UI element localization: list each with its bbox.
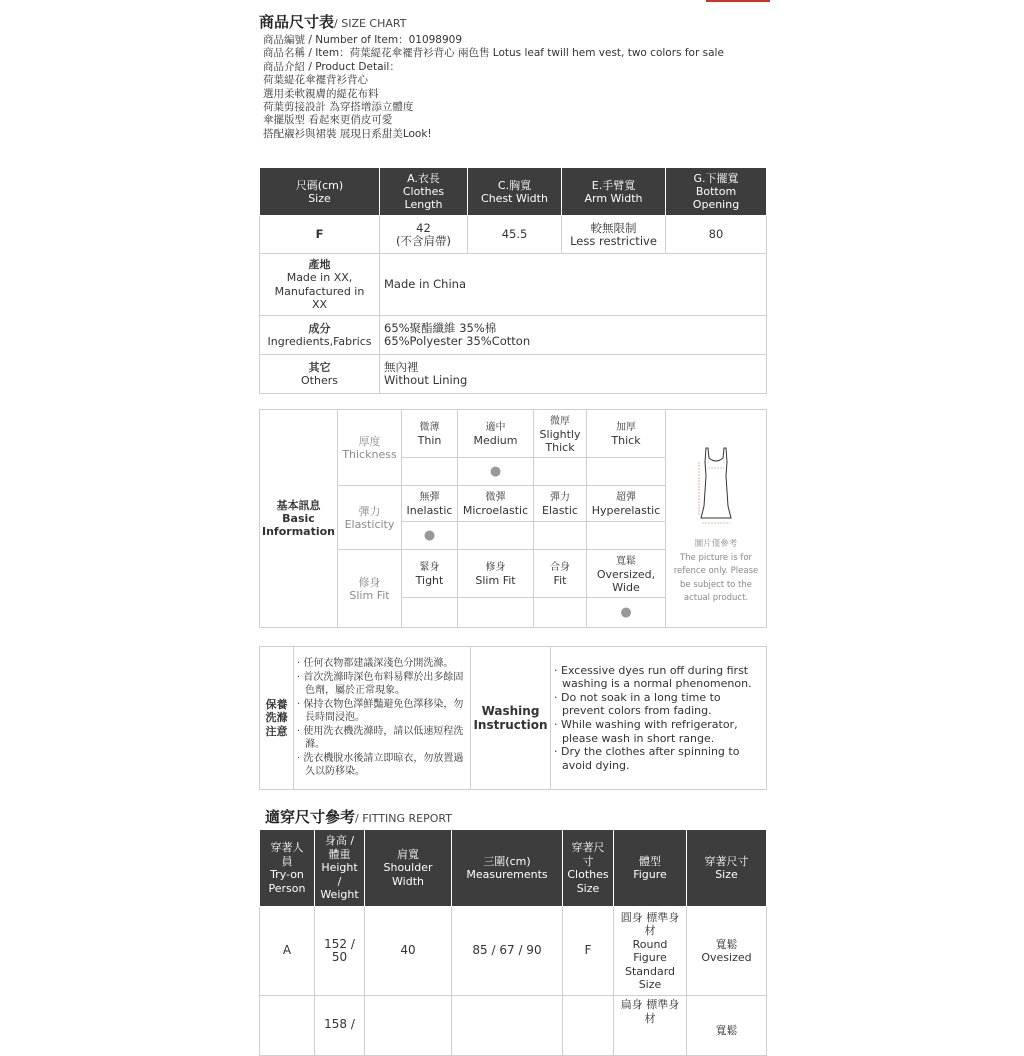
product-detail-line: 選用柔軟親膚的緹花布料 [263, 87, 379, 100]
product-detail-label: 商品介紹 / Product Detail： [263, 60, 400, 73]
figure-value: 圓身 標準身 材 Round Figure Standard Size [614, 907, 687, 996]
header-clothes-size: 穿著尺 寸 Clothes Size [563, 830, 614, 907]
shoulder-value [365, 996, 452, 1056]
selected-dot: ● [402, 522, 458, 550]
fabric-value: 65%聚酯纖維 35%棉 65%Polyester 35%Cotton [380, 316, 767, 355]
fitting-header [260, 830, 767, 907]
elasticity-option: 無彈 Inelastic [402, 486, 458, 522]
size-table-header [260, 168, 767, 216]
washing-note: · 洗衣機脫水後請立即晾衣，勿放置過久以防移染。 [297, 752, 464, 778]
size-row [260, 216, 767, 254]
fitting-title-en: / FITTING REPORT [355, 812, 452, 825]
washing-table [259, 646, 767, 790]
header-arm: E.手臂寬 Arm Width [562, 168, 666, 216]
measurements-value: 85 / 67 / 90 [452, 907, 563, 996]
thickness-option: 微薄 Thin [402, 410, 458, 458]
washing-note: · Do not soak in a long time to prevent colors from fading. [554, 690, 721, 718]
vest-diagram [694, 446, 738, 526]
selected-dot: ● [458, 458, 534, 486]
arm-value: 較無限制 Less restrictive [562, 216, 666, 254]
fit-size-value: 寬鬆 [687, 996, 767, 1056]
washing-label-zh: 保養 洗滌 注意 [260, 647, 294, 790]
bottom-value: 80 [666, 216, 767, 254]
fitting-row [260, 907, 767, 996]
fit-option: 修身 Slim Fit [458, 550, 534, 598]
fabric-row [260, 316, 767, 355]
header-height-weight: 身高 / 體重 Height / Weight [315, 830, 365, 907]
thickness-option: 微厚 Slightly Thick [534, 410, 587, 458]
header-measurements: 三圍(cm) Measurements [452, 830, 563, 907]
washing-notes-zh [294, 647, 471, 790]
fitting-table [259, 829, 767, 1056]
chest-value: 45.5 [468, 216, 562, 254]
clothes-size-value [563, 996, 614, 1056]
garment-diagram-cell [666, 410, 767, 628]
header-shoulder: 肩寬 Shoulder Width [365, 830, 452, 907]
header-fit-size: 穿著尺寸 Size [687, 830, 767, 907]
item-number: 商品編號 / Number of Item：01098909 [263, 34, 463, 46]
fabric-label: 成分 Ingredients,Fabrics [260, 316, 380, 355]
thickness-option: 加厚 Thick [587, 410, 666, 458]
item-name: 商品名稱 / Item：荷葉緹花傘襬背衫背心 兩色售 Lotus leaf twill hem vest, two colors for sale [263, 47, 724, 60]
product-detail-line: 荷葉剪接設計 為穿搭增添立體度 [263, 101, 414, 114]
washing-note: · 使用洗衣機洗滌時，請以低速短程洗滌。 [297, 725, 464, 751]
elasticity-option: 微彈 Microelastic [458, 486, 534, 522]
thickness-options-row [260, 410, 767, 458]
product-detail-line: 荷葉緹花傘襬背衫背心 [263, 74, 368, 87]
header-size: 尺碼(cm) Size [260, 168, 380, 216]
washing-note: · 任何衣物都建議深淺色分開洗滌。 [297, 658, 454, 670]
product-detail-line: 傘擺版型 看起來更俏皮可愛 [263, 114, 393, 127]
height-weight-value: 158 / [315, 996, 365, 1056]
header-figure: 體型 Figure [614, 830, 687, 907]
product-detail-line: 搭配襯衫與裙裝 展現日系甜美Look! [263, 127, 432, 140]
washing-notes-en [551, 647, 767, 790]
fit-option: 合身 Fit [534, 550, 587, 598]
washing-note: · 保持衣物色澤鮮豔避免色澤移染，勿長時間浸泡。 [297, 698, 464, 724]
size-value: F [260, 216, 380, 254]
person-value [260, 996, 315, 1056]
origin-value: Made in China [380, 254, 767, 316]
others-label: 其它 Others [260, 355, 380, 394]
measurements-value [452, 996, 563, 1056]
washing-note: · Excessive dyes run off during first washing is a normal phenomenon. [554, 663, 752, 691]
washing-note: · 首次洗滌時深色布料易釋於出多餘固色劑，屬於正常現象。 [297, 671, 464, 697]
top-accent-bar [706, 0, 770, 2]
origin-label: 產地 Made in XX, Manufactured in XX [260, 254, 380, 316]
washing-note: · While washing with refrigerator, please wash in short range. [554, 718, 738, 745]
elasticity-option: 彈力 Elastic [534, 486, 587, 522]
fit-option: 寬鬆 Oversized, Wide [587, 550, 666, 598]
height-weight-value: 152 / 50 [315, 907, 365, 996]
header-bottom: G.下擺寬 Bottom Opening [666, 168, 767, 216]
fitting-heading [265, 806, 452, 827]
fit-label: 修身 Slim Fit [338, 550, 402, 628]
fit-option: 緊身 Tight [402, 550, 458, 598]
figure-value: 扁身 標準身 材 [614, 996, 687, 1056]
thickness-option: 適中 Medium [458, 410, 534, 458]
clothes-size-value: F [563, 907, 614, 996]
person-value: A [260, 907, 315, 996]
others-value: 無內裡 Without Lining [380, 355, 767, 394]
picture-note: 圖片僅參考 The picture is for refence only. Please be subject to the actual product. [673, 539, 759, 603]
size-chart-title-en: / SIZE CHART [334, 17, 407, 30]
product-info [263, 34, 753, 141]
length-value: 42 (不含肩帶) [380, 216, 468, 254]
fit-size-value: 寬鬆 Ovesized [687, 907, 767, 996]
header-chest: C.胸寬 Chest Width [468, 168, 562, 216]
shoulder-value: 40 [365, 907, 452, 996]
elasticity-label: 彈力 Elasticity [338, 486, 402, 550]
selected-dot: ● [587, 598, 666, 628]
basic-info-label: 基本訊息 Basic Information [260, 410, 338, 628]
thickness-label: 厚度 Thickness [338, 410, 402, 486]
basic-info-table [259, 409, 767, 628]
header-length: A.衣長 Clothes Length [380, 168, 468, 216]
origin-row [260, 254, 767, 316]
size-chart-heading [259, 11, 406, 32]
fitting-title: 適穿尺寸參考 [265, 808, 356, 826]
size-chart-title: 商品尺寸表 [259, 13, 335, 31]
fitting-row [260, 996, 767, 1056]
size-table [259, 167, 767, 394]
washing-label-en: Washing Instruction [471, 647, 551, 790]
header-person: 穿著人 員 Try-on Person [260, 830, 315, 907]
washing-note: · Dry the clothes after spinning to avoid dying. [554, 745, 740, 772]
others-row [260, 355, 767, 394]
washing-row [260, 647, 767, 790]
elasticity-option: 超彈 Hyperelastic [587, 486, 666, 522]
